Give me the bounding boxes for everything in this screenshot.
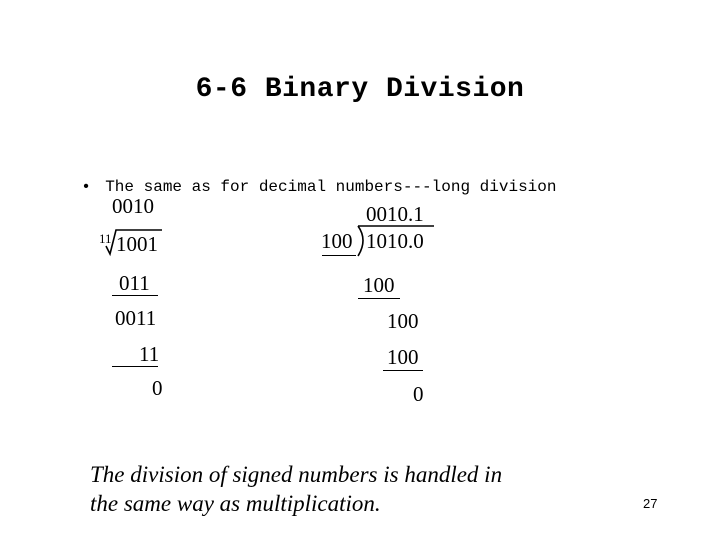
bullet-point	[62, 160, 556, 196]
example2-step3: 100	[387, 345, 419, 369]
example1-rule-2	[112, 366, 158, 367]
footnote	[90, 460, 502, 518]
footnote-line-1: The division of signed numbers is handled in	[90, 462, 503, 487]
example2-rule-2	[383, 370, 423, 371]
page-number: 27	[643, 496, 658, 511]
example1-step3: 11	[139, 342, 160, 366]
example2-quotient: 0010.1	[366, 202, 424, 226]
example1-quotient: 0010	[112, 194, 154, 218]
example2-remainder: 0	[413, 382, 424, 406]
example1-rule-1	[112, 295, 158, 296]
example1-remainder: 0	[152, 376, 163, 400]
example1-step1: 011	[119, 271, 150, 295]
example2-divisor: 100	[321, 229, 353, 253]
example1-dividend: 1001	[116, 232, 158, 256]
example2-step1: 100	[363, 273, 395, 297]
example2-rule-0	[322, 255, 356, 256]
bullet-text: The same as for decimal numbers---long division	[105, 178, 557, 196]
example1-step2: 0011	[115, 306, 157, 330]
page-title: 6-6 Binary Division	[195, 74, 525, 105]
example1-divisor: 11	[99, 231, 112, 246]
example2-dividend: 1010.0	[366, 229, 424, 253]
example2-rule-1	[358, 298, 400, 299]
footnote-line-2: the same way as multiplication.	[90, 491, 381, 516]
example2-step2: 100	[387, 309, 419, 333]
bullet-marker: •	[81, 178, 91, 196]
